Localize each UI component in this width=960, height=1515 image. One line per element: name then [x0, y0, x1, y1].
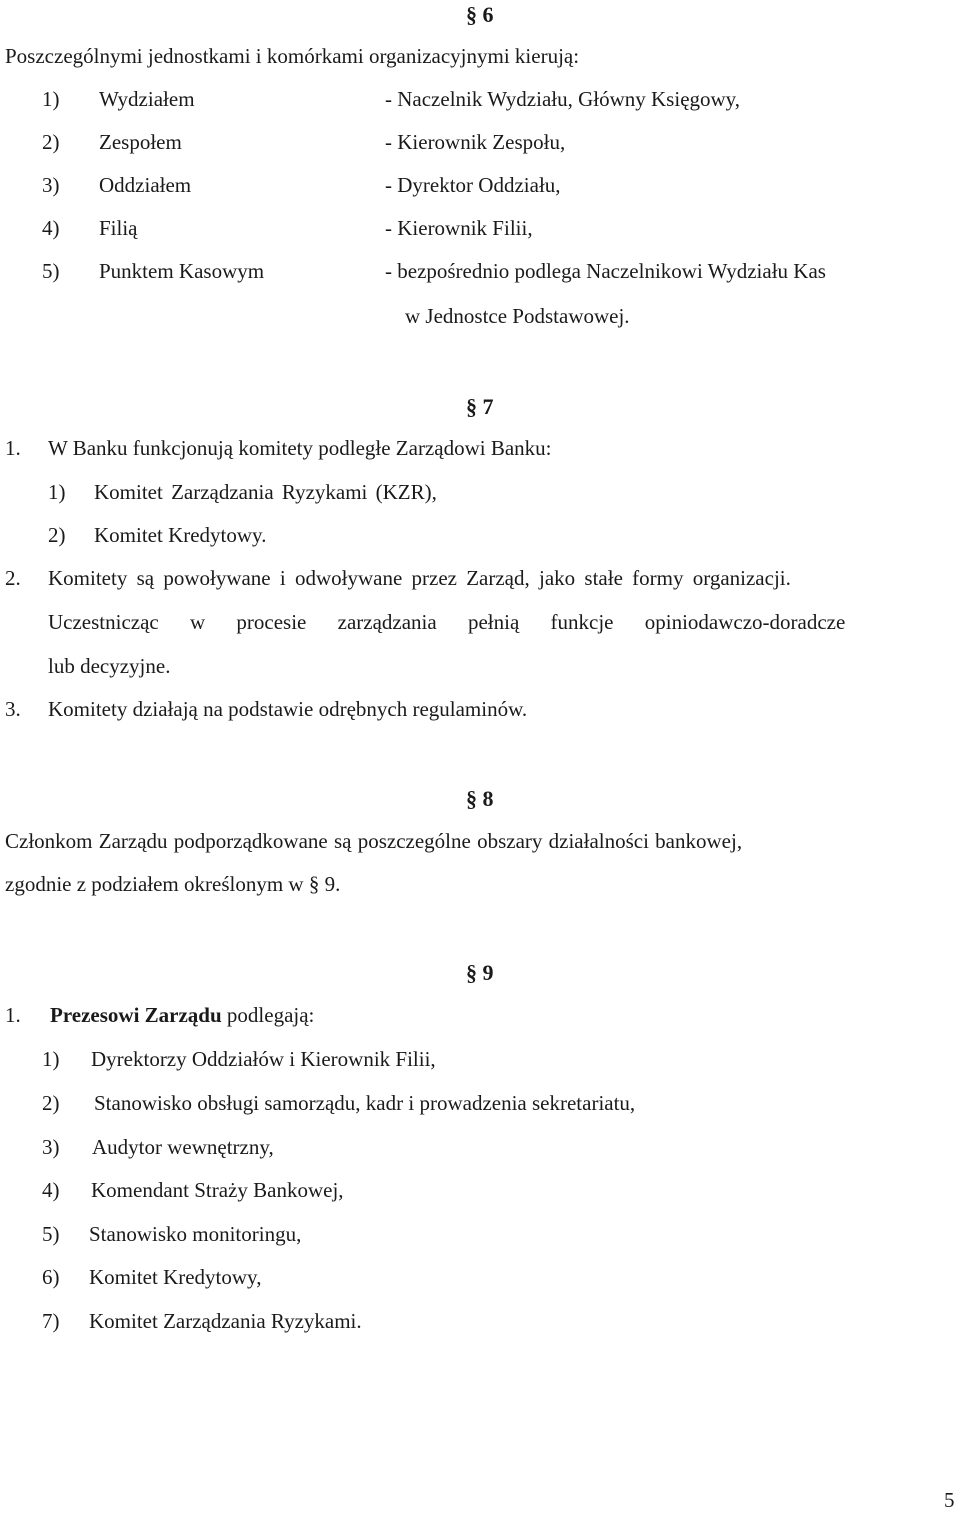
list-item-head: - Kierownik Filii,	[385, 216, 533, 240]
sub-item-num: 1)	[48, 480, 66, 504]
paragraph-num: 3.	[5, 697, 21, 721]
section-7-paragraph-3: Komitety działają na podstawie odrębnych regulaminów.	[48, 697, 528, 721]
list-item-unit: Punktem Kasowym	[99, 259, 265, 283]
list-item-num: 4)	[42, 216, 60, 240]
list-item-unit: Oddziałem	[99, 173, 192, 197]
sub-item-text: Komitet Kredytowy.	[94, 523, 267, 547]
list-item-text: Audytor wewnętrzny,	[92, 1135, 274, 1159]
paragraph-num: 1.	[5, 1003, 21, 1027]
list-item-text: Komitet Zarządzania Ryzykami.	[89, 1309, 362, 1333]
list-item-head: - bezpośrednio podlega Naczelnikowi Wydziału Kas	[385, 259, 826, 283]
list-item-num: 2)	[42, 130, 60, 154]
sub-item-text: Komitet Zarządzania Ryzykami (KZR),	[94, 480, 437, 504]
paragraph-num: 1.	[5, 436, 21, 460]
list-item-num: 1)	[42, 1047, 60, 1071]
list-item-text: Komendant Straży Bankowej,	[91, 1178, 344, 1202]
section-9-heading: § 9	[466, 960, 494, 985]
list-item-num: 3)	[42, 1135, 60, 1159]
list-item-num: 7)	[42, 1309, 60, 1333]
section-6-intro: Poszczególnymi jednostkami i komórkami organizacyjnymi kierują:	[5, 44, 580, 68]
section-7-paragraph-2-line-2: Uczestnicząc w procesie zarządzania pełnią funkcje opiniodawczo-doradcze	[48, 610, 846, 634]
paragraph-num: 2.	[5, 566, 21, 590]
list-item-text: Dyrektorzy Oddziałów i Kierownik Filii,	[91, 1047, 436, 1071]
list-item-head: - Naczelnik Wydziału, Główny Księgowy,	[385, 87, 741, 111]
section-8-heading: § 8	[466, 786, 494, 811]
list-item-text: Stanowisko monitoringu,	[89, 1222, 302, 1246]
section-7-heading: § 7	[466, 394, 494, 419]
list-item-text: Stanowisko obsługi samorządu, kadr i prowadzenia sekretariatu,	[94, 1091, 636, 1115]
bold-term: Prezesowi Zarządu	[50, 1003, 222, 1027]
section-7-paragraph-2-line-3: lub decyzyjne.	[48, 654, 171, 678]
page-number: 5	[944, 1488, 955, 1512]
section-7-paragraph-2-line-1: Komitety są powoływane i odwoływane przez Zarząd, jako stałe formy organizacji.	[48, 566, 791, 590]
section-6-heading: § 6	[466, 2, 494, 27]
list-item-unit: Zespołem	[99, 130, 182, 154]
list-item-num: 2)	[42, 1091, 60, 1115]
list-item-head: - Dyrektor Oddziału,	[385, 173, 561, 197]
section-6-continuation: w Jednostce Podstawowej.	[405, 304, 630, 328]
section-7-paragraph-1: W Banku funkcjonują komitety podległe Zarządowi Banku:	[48, 436, 552, 460]
section-8-line-1: Członkom Zarządu podporządkowane są poszczególne obszary działalności bankowej,	[5, 829, 743, 853]
sub-item-num: 2)	[48, 523, 66, 547]
section-9-paragraph-1	[50, 1003, 314, 1028]
section-8-line-2: zgodnie z podziałem określonym w § 9.	[5, 872, 341, 896]
list-item-text: Komitet Kredytowy,	[89, 1265, 262, 1289]
list-item-unit: Filią	[99, 216, 138, 240]
list-item-num: 5)	[42, 1222, 60, 1246]
list-item-num: 1)	[42, 87, 60, 111]
paragraph-rest: podlegają:	[221, 1003, 315, 1027]
list-item-num: 6)	[42, 1265, 60, 1289]
list-item-num: 5)	[42, 259, 60, 283]
list-item-head: - Kierownik Zespołu,	[385, 130, 566, 154]
list-item-num: 4)	[42, 1178, 60, 1202]
list-item-unit: Wydziałem	[99, 87, 195, 111]
list-item-num: 3)	[42, 173, 60, 197]
